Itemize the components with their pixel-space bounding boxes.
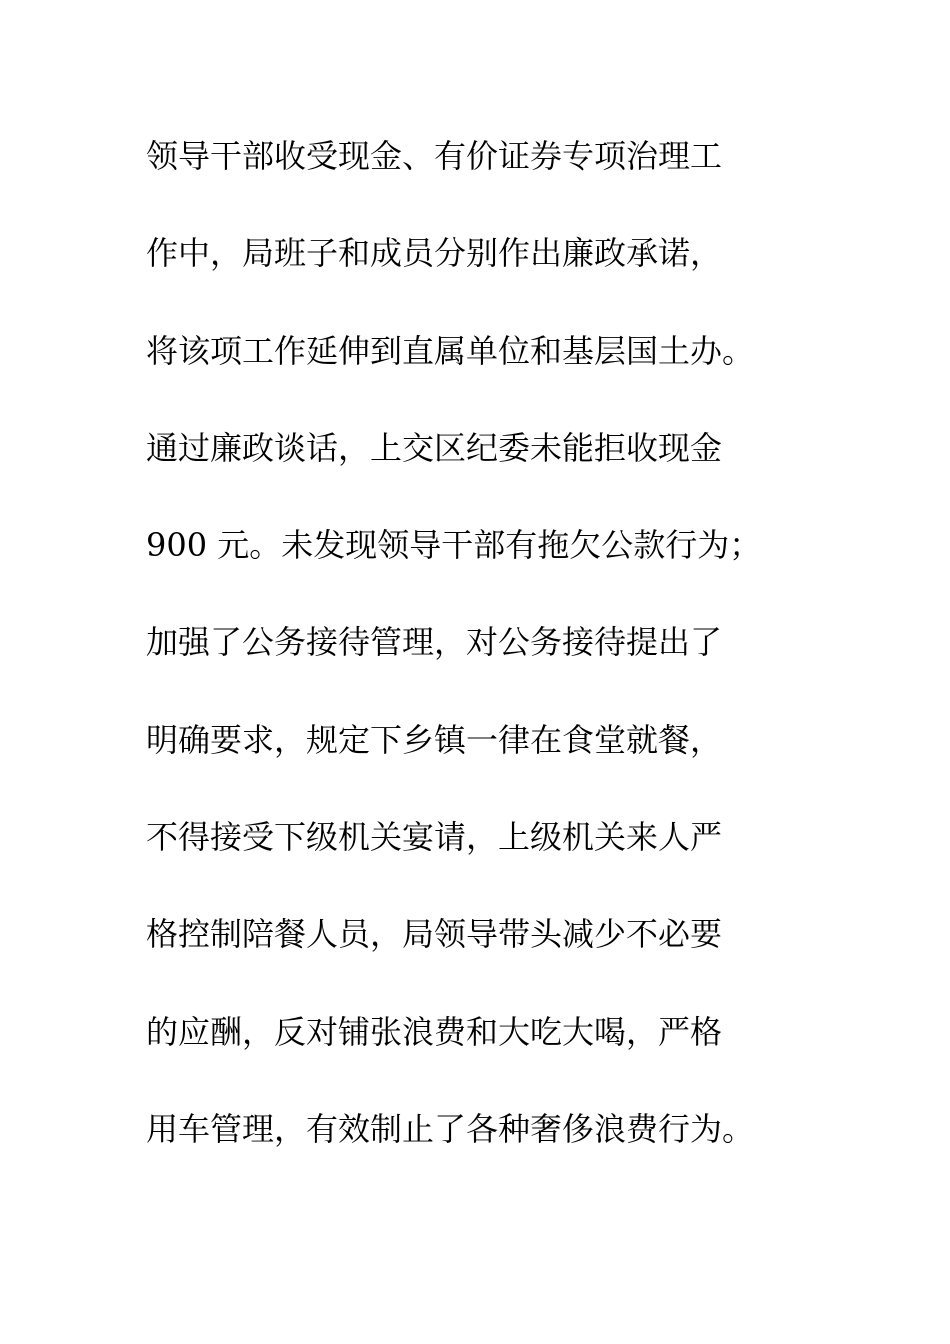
text-line: 格控制陪餐人员，局领导带头减少不必要 bbox=[146, 915, 723, 954]
text-line: 不得接受下级机关宴请，上级机关来人严 bbox=[146, 818, 723, 857]
text-line: 加强了公务接待管理，对公务接待提出了 bbox=[146, 623, 723, 662]
text-line: 将该项工作延伸到直属单位和基层国土办。 bbox=[146, 331, 755, 370]
text-line: 的应酬，反对铺张浪费和大吃大喝，严格 bbox=[146, 1012, 723, 1051]
text-line: 900 元。未发现领导干部有拖欠公款行为； bbox=[146, 526, 762, 565]
text-line: 作中，局班子和成员分别作出廉政承诺， bbox=[146, 234, 723, 273]
text-line: 用车管理，有效制止了各种奢侈浪费行为。 bbox=[146, 1109, 755, 1148]
text-line: 领导干部收受现金、有价证券专项治理工 bbox=[146, 137, 723, 175]
text-line: 通过廉政谈话，上交区纪委未能拒收现金 bbox=[146, 428, 723, 467]
body-text bbox=[146, 128, 846, 1198]
text-line: 明确要求，规定下乡镇一律在食堂就餐， bbox=[146, 720, 723, 759]
